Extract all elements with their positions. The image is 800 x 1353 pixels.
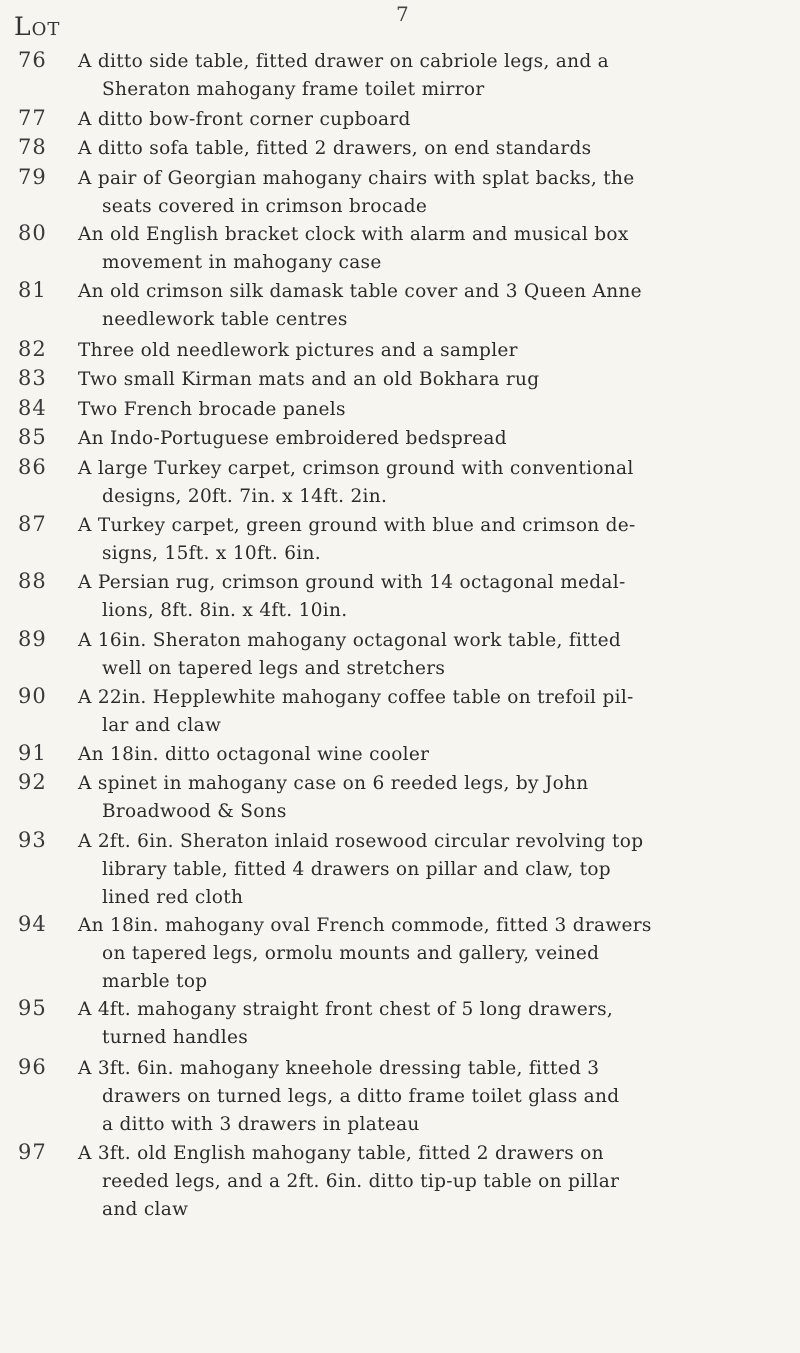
lot-number: 94 — [18, 912, 47, 936]
lot-description-line: A ditto sofa table, fitted 2 drawers, on end standards — [78, 138, 592, 159]
lot-description-line: well on tapered legs and stretchers — [102, 658, 446, 679]
lot-description-line: An old English bracket clock with alarm and musical box — [78, 224, 629, 245]
lot-description — [78, 1055, 778, 1139]
lot-description-line: A large Turkey carpet, crimson ground with conventional — [78, 458, 634, 479]
lot-description-line: A ditto side table, fitted drawer on cabriole legs, and a — [78, 51, 609, 72]
lot-number: 91 — [18, 741, 47, 765]
lot-description-line: needlework table centres — [102, 309, 348, 330]
lot-description — [78, 627, 778, 683]
lot-description-line: A spinet in mahogany case on 6 reeded legs, by John — [78, 773, 589, 794]
lot-description-line: An 18in. ditto octagonal wine cooler — [78, 744, 430, 765]
lot-number: 96 — [18, 1055, 47, 1079]
lot-number: 95 — [18, 996, 47, 1020]
lot-number: 81 — [18, 278, 47, 302]
lot-description-line: A Persian rug, crimson ground with 14 octagonal medal- — [78, 572, 626, 593]
lot-number: 93 — [18, 828, 47, 852]
lot-description-line: A pair of Georgian mahogany chairs with splat backs, the — [78, 168, 635, 189]
lot-description-line: A 2ft. 6in. Sheraton inlaid rosewood circular revolving top — [78, 831, 644, 852]
lot-number: 79 — [18, 165, 47, 189]
lot-description-line: Broadwood & Sons — [102, 801, 287, 822]
lot-number: 82 — [18, 337, 47, 361]
lot-description — [78, 425, 778, 453]
lot-number: 83 — [18, 366, 47, 390]
lot-description — [78, 337, 778, 365]
lot-description — [78, 221, 778, 277]
lot-number: 77 — [18, 106, 47, 130]
lot-description — [78, 912, 778, 996]
lot-description-line: A 3ft. old English mahogany table, fitted 2 drawers on — [78, 1143, 604, 1164]
lot-number: 89 — [18, 627, 47, 651]
lot-number: 84 — [18, 396, 47, 420]
lot-description-line: An 18in. mahogany oval French commode, fitted 3 drawers — [78, 915, 652, 936]
lot-description-line: Three old needlework pictures and a sampler — [78, 340, 518, 361]
lot-description-line: marble top — [102, 971, 208, 992]
lot-description-line: An old crimson silk damask table cover and 3 Queen Anne — [78, 281, 642, 302]
lot-description-line: designs, 20ft. 7in. x 14ft. 2in. — [102, 486, 388, 507]
lot-description-line: seats covered in crimson brocade — [102, 196, 428, 217]
lot-description — [78, 741, 778, 769]
lot-description-line: signs, 15ft. x 10ft. 6in. — [102, 543, 321, 564]
lot-description-line: A 4ft. mahogany straight front chest of 5 long drawers, — [78, 999, 614, 1020]
lot-description-line: An Indo-Portuguese embroidered bedspread — [78, 428, 507, 449]
lot-number: 76 — [18, 48, 47, 72]
lot-description — [78, 278, 778, 334]
lot-description-line: library table, fitted 4 drawers on pillar and claw, top — [102, 859, 611, 880]
lot-description-line: A 22in. Hepplewhite mahogany coffee table on trefoil pil- — [78, 687, 634, 708]
lot-description-line: and claw — [102, 1199, 189, 1220]
lot-description — [78, 106, 778, 134]
lot-description-line: a ditto with 3 drawers in plateau — [102, 1114, 420, 1135]
lot-description-line: drawers on turned legs, a ditto frame toilet glass and — [102, 1086, 620, 1107]
lot-description — [78, 828, 778, 912]
lot-description — [78, 455, 778, 511]
lot-description-line: movement in mahogany case — [102, 252, 382, 273]
lot-number: 85 — [18, 425, 47, 449]
lot-description-line: reeded legs, and a 2ft. 6in. ditto tip-up table on pillar — [102, 1171, 620, 1192]
lot-number: 80 — [18, 221, 47, 245]
lot-number: 92 — [18, 770, 47, 794]
lot-number: 90 — [18, 684, 47, 708]
lot-number: 88 — [18, 569, 47, 593]
lot-number: 97 — [18, 1140, 47, 1164]
lot-description — [78, 569, 778, 625]
lot-description-line: A Turkey carpet, green ground with blue and crimson de- — [78, 515, 636, 536]
lot-description — [78, 396, 778, 424]
lot-description-line: A 16in. Sheraton mahogany octagonal work table, fitted — [78, 630, 622, 651]
lot-description — [78, 366, 778, 394]
lot-description-line: A ditto bow-front corner cupboard — [78, 109, 411, 130]
lot-description-line: lar and claw — [102, 715, 222, 736]
lot-description — [78, 165, 778, 221]
lot-description-line: Two French brocade panels — [78, 399, 346, 420]
page-number: 7 — [396, 2, 409, 26]
lot-description-line: Two small Kirman mats and an old Bokhara rug — [78, 369, 540, 390]
lot-description-line: Sheraton mahogany frame toilet mirror — [102, 79, 485, 100]
lot-description-line: lined red cloth — [102, 887, 244, 908]
lot-number: 87 — [18, 512, 47, 536]
lot-number: 86 — [18, 455, 47, 479]
lot-description — [78, 135, 778, 163]
lot-description — [78, 996, 778, 1052]
lot-description — [78, 684, 778, 740]
lot-description-line: lions, 8ft. 8in. x 4ft. 10in. — [102, 600, 348, 621]
lot-description — [78, 770, 778, 826]
lot-description-line: on tapered legs, ormolu mounts and gallery, veined — [102, 943, 600, 964]
lot-description — [78, 512, 778, 568]
lot-description — [78, 1140, 778, 1224]
lot-description-line: A 3ft. 6in. mahogany kneehole dressing table, fitted 3 — [78, 1058, 600, 1079]
lot-column-header: Lot — [14, 12, 61, 41]
lot-description — [78, 48, 778, 104]
lot-number: 78 — [18, 135, 47, 159]
lot-description-line: turned handles — [102, 1027, 249, 1048]
